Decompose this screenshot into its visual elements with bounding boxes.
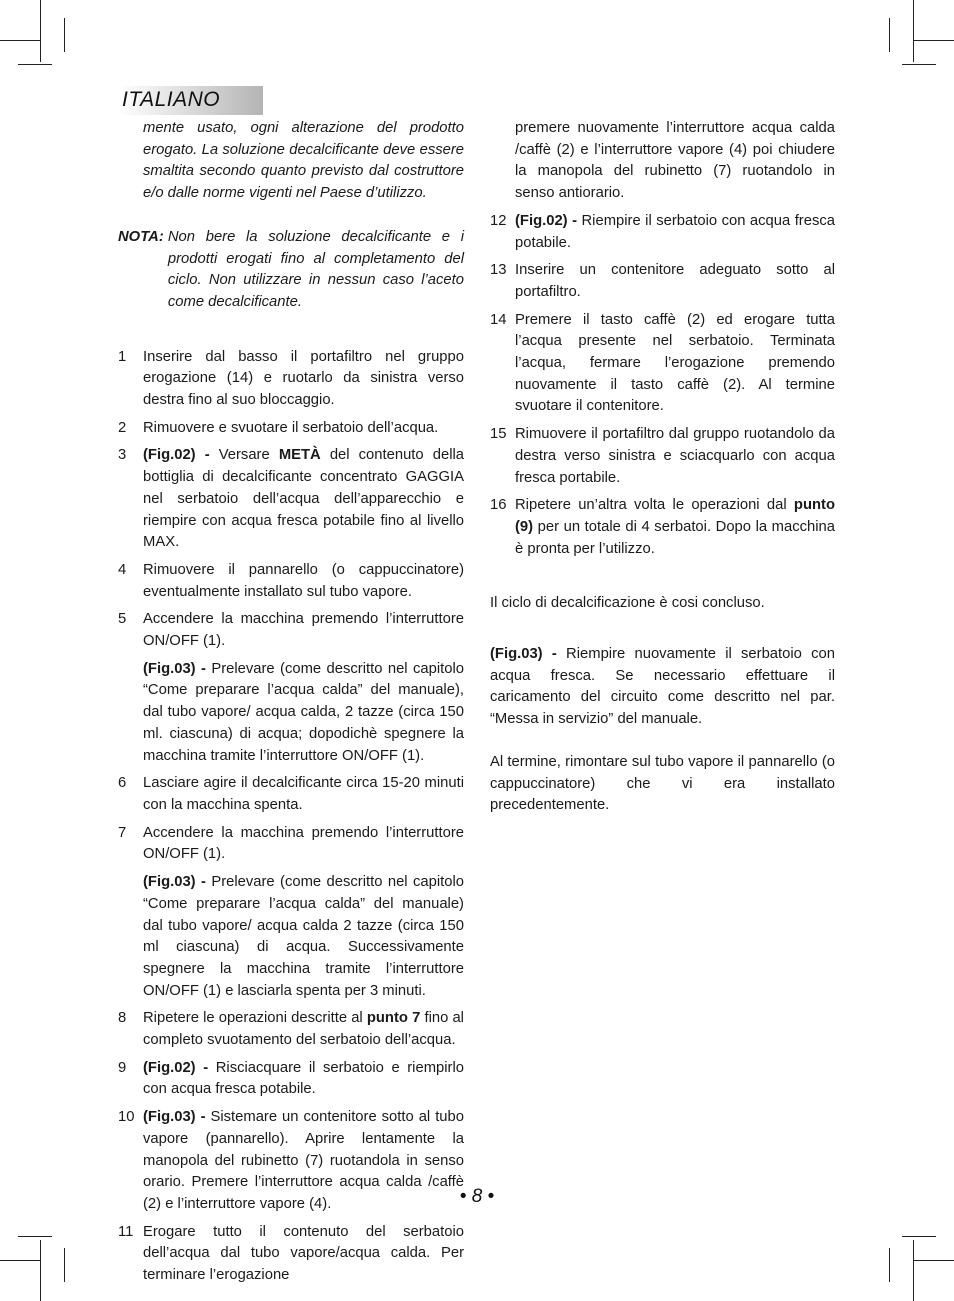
- crop-mark: [64, 18, 65, 52]
- figure-reference: (Fig.02) -: [143, 1059, 209, 1076]
- conclusion-text: Il ciclo di decalcificazione è cosi concluso.: [490, 595, 765, 612]
- step-item: [118, 1058, 464, 1101]
- continuation-text: mente usato, ogni alterazione del prodotto erogato. La soluzione decalcificante deve essere smaltita secondo quanto previsto dal costruttore e/o dalle norme vigenti nel Paese d’utilizzo.: [143, 120, 464, 202]
- step-number: 1: [118, 348, 127, 365]
- final-paragraph: Al termine, rimontare sul tubo vapore il pannarello (o cappuccinatore) che vi era installato precedentemente.: [490, 753, 835, 814]
- crop-mark: [914, 40, 954, 41]
- step-item: [118, 773, 464, 816]
- step-item: [118, 560, 464, 603]
- note-label: NOTA:: [118, 228, 164, 245]
- step-text: Ripetere un’altra volta le operazioni dal punto (9) per un totale di 4 serbatoi. Dopo la macchina è pronta per l’utilizzo.: [515, 497, 835, 557]
- figure-reference: (Fig.02) -: [143, 447, 210, 464]
- step-number: 8: [118, 1010, 127, 1027]
- crop-mark: [889, 1248, 890, 1282]
- step-item: [118, 418, 464, 440]
- step-item: [490, 424, 835, 489]
- emphasis: punto (9): [515, 497, 835, 535]
- step-text: Inserire un contenitore adeguato sotto al portafiltro.: [515, 262, 835, 300]
- fig03-paragraph: (Fig.03) - Riempire nuovamente il serbatoio con acqua fresca. Se necessario effettuare il caricamento del circuito come descritto nel par. “Messa in servizio” del manuale.: [490, 646, 835, 728]
- note-block: [118, 227, 464, 314]
- crop-mark: [40, 0, 41, 62]
- crop-mark: [18, 1236, 52, 1237]
- right-column: [490, 118, 835, 817]
- step-text: Rimuovere il pannarello (o cappuccinatore) eventualmente installato sul tubo vapore.: [143, 561, 464, 600]
- step-text: Rimuovere il portafiltro dal gruppo ruotandolo da destra verso sinistra e sciacquarlo con acqua fresca portabile.: [515, 426, 835, 486]
- step-number: 15: [490, 426, 507, 443]
- step-text: Rimuovere e svuotare il serbatoio dell’acqua.: [143, 419, 439, 436]
- step-text: Inserire dal basso il portafiltro nel gruppo erogazione (14) e ruotarlo da sinistra verso destra fino al suo bloccaggio.: [143, 348, 464, 409]
- step-item: [490, 260, 835, 303]
- step-item: [490, 310, 835, 419]
- step-number: 14: [490, 311, 507, 328]
- left-column: [118, 118, 464, 1293]
- crop-mark: [0, 40, 40, 41]
- crop-mark: [914, 1260, 954, 1261]
- step-text: Accendere la macchina premendo l’interruttore ON/OFF (1).: [143, 611, 464, 650]
- step-number: 5: [118, 611, 127, 628]
- step-item: [118, 347, 464, 412]
- step-number: 2: [118, 419, 127, 436]
- figure-reference: (Fig.03) -: [143, 874, 206, 891]
- step-number: 6: [118, 775, 127, 792]
- step-subparagraph: (Fig.03) - Prelevare (come descritto nel capitolo “Come preparare l’acqua calda” del manuale) dal tubo vapore/ acqua calda 2 tazze (circa 150 ml ciascuna) di acqua. Successivamente spegnere la macchina tramite l’interruttore ON/OFF (1) e lasciarla spenta per 3 minuti.: [143, 874, 464, 999]
- step-number: 3: [118, 447, 127, 464]
- step-number: 13: [490, 262, 507, 279]
- step-item: [118, 823, 464, 866]
- emphasis: punto 7: [366, 1010, 421, 1027]
- step-text: Lasciare agire il decalcificante circa 15-20 minuti con la macchina spenta.: [143, 775, 464, 813]
- emphasis: METÀ: [278, 447, 321, 464]
- language-label: ITALIANO: [122, 88, 221, 111]
- step-number: 10: [118, 1109, 135, 1126]
- crop-mark: [913, 0, 914, 62]
- step-text: (Fig.02) - Versare METÀ del contenuto della bottiglia di decalcificante concentrato GAGGIA nel serbatoio dell’acqua dell’apparecchio e riempire con acqua fresca potabile fino al livello MAX.: [143, 447, 464, 551]
- crop-mark: [913, 1240, 914, 1301]
- note-text: Non bere la soluzione decalcificante e i prodotti erogati fino al completamento del ciclo. Non utilizzare in nessun caso l’aceto come decalcificante.: [167, 228, 464, 310]
- step-item: [490, 495, 835, 560]
- figure-reference: (Fig.03) -: [143, 660, 206, 677]
- step-number: 7: [118, 824, 127, 841]
- step-number: 9: [118, 1059, 127, 1076]
- step-item: [118, 445, 464, 554]
- step-number: 4: [118, 561, 127, 578]
- step-text: Erogare tutto il contenuto del serbatoio dell’acqua dal tubo vapore/acqua calda. Per terminare l’erogazione: [143, 1223, 464, 1284]
- crop-mark: [40, 1240, 41, 1301]
- step-item: [118, 1222, 464, 1287]
- crop-mark: [18, 64, 52, 65]
- step-number: 12: [490, 212, 507, 229]
- crop-mark: [902, 64, 936, 65]
- crop-mark: [902, 1236, 936, 1237]
- step-text: (Fig.02) - Riempire il serbatoio con acqua fresca potabile.: [515, 212, 835, 251]
- continuation-text: premere nuovamente l’interruttore acqua calda /caffè (2) e l’interruttore vapore (4) poi chiudere la manopola del rubinetto (7) ruotandolo in senso antiorario.: [515, 120, 835, 202]
- step-number: 16: [490, 497, 507, 514]
- step-text: (Fig.03) - Sistemare un contenitore sotto al tubo vapore (pannarello). Aprire lentamente la manopola del rubinetto (7) ruotandola in senso orario. Premere l’interruttore acqua calda /caffè (2) e l’interruttore vapore (4).: [143, 1109, 464, 1212]
- step-text: Premere il tasto caffè (2) ed erogare tutta l’acqua presente nel serbatoio. Terminata l’acqua, fermare l’erogazione premendo nuovamente il tasto caffè (2). Al termine svuotare il contenitore.: [515, 311, 835, 415]
- language-tab: [118, 86, 263, 115]
- figure-reference: (Fig.02) -: [515, 212, 578, 229]
- step-text: Ripetere le operazioni descritte al punto 7 fino al completo svuotamento del serbatoio dell’acqua.: [143, 1010, 464, 1049]
- crop-mark: [0, 1260, 40, 1261]
- step-text: Accendere la macchina premendo l’interruttore ON/OFF (1).: [143, 824, 464, 863]
- crop-mark: [889, 18, 890, 52]
- step-item: [118, 609, 464, 652]
- step-subparagraph: (Fig.03) - Prelevare (come descritto nel capitolo “Come preparare l’acqua calda” del manuale), dal tubo vapore/ acqua calda, 2 tazze (circa 150 ml. ciascuna) di acqua; dopodichè spegnere la macchina tramite l’interruttore ON/OFF (1).: [143, 660, 464, 764]
- page-number: • 8 •: [459, 1186, 495, 1207]
- figure-reference: (Fig.03) -: [143, 1109, 206, 1126]
- figure-reference: (Fig.03) -: [490, 646, 557, 663]
- crop-mark: [64, 1248, 65, 1282]
- step-number: 11: [118, 1223, 134, 1240]
- step-item: [490, 211, 835, 254]
- step-text: (Fig.02) - Risciacquare il serbatoio e riempirlo con acqua fresca potabile.: [143, 1059, 464, 1098]
- step-item: [118, 1008, 464, 1051]
